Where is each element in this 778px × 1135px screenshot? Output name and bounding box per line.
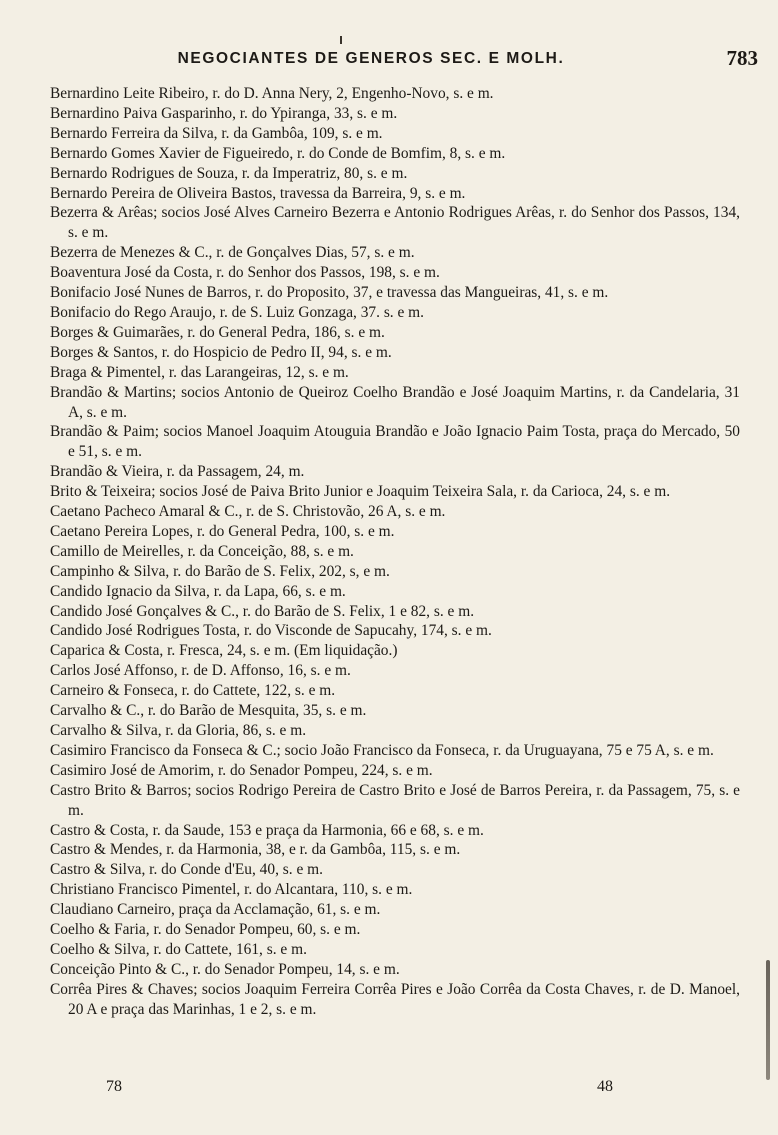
list-item: Bernardino Leite Ribeiro, r. do D. Anna Nery, 2, Engenho-Novo, s. e m. bbox=[50, 85, 494, 102]
list-item: Caetano Pacheco Amaral & C., r. de S. Christovão, 26 A, s. e m. bbox=[50, 503, 446, 521]
list-item: Borges & Guimarães, r. do General Pedra, 186, s. e m. bbox=[50, 323, 385, 341]
footer-signature-left: 78 bbox=[106, 1078, 122, 1095]
list-item: Castro & Mendes, r. da Harmonia, 38, e r. da Gambôa, 115, s. e m. bbox=[50, 841, 461, 859]
list-item: Castro & Costa, r. da Saude, 153 e praça da Harmonia, 66 e 68, s. e m. bbox=[50, 821, 484, 839]
list-item: Brandão & Martins; socios Antonio de Queiroz Coelho Brandão e José Joaquim Martins, r. da Candelaria, 31 A, s. e m. bbox=[50, 383, 740, 421]
list-item: Braga & Pimentel, r. das Larangeiras, 12, s. e m. bbox=[50, 363, 349, 381]
list-item: Carneiro & Fonseca, r. do Cattete, 122, s. e m. bbox=[50, 682, 336, 700]
list-item: Boaventura José da Costa, r. do Senhor dos Passos, 198, s. e m. bbox=[50, 264, 440, 282]
page-number: 783 bbox=[726, 46, 758, 70]
list-item: Casimiro José de Amorim, r. do Senador Pompeu, 224, s. e m. bbox=[50, 761, 433, 779]
list-item: Christiano Francisco Pimentel, r. do Alcantara, 110, s. e m. bbox=[50, 881, 413, 899]
list-item: Bernardo Gomes Xavier de Figueiredo, r. do Conde de Bomfim, 8, s. e m. bbox=[50, 144, 506, 162]
list-item: Claudiano Carneiro, praça da Acclamação, 61, s. e m. bbox=[50, 901, 381, 919]
list-item: Bernardo Rodrigues de Souza, r. da Imperatriz, 80, s. e m. bbox=[50, 164, 408, 182]
binding-edge-mark bbox=[766, 960, 770, 1080]
list-item: Bezerra & Arêas; socios José Alves Carneiro Bezerra e Antonio Rodrigues Arêas, r. do Senhor dos Passos, 134, s. e m. bbox=[50, 204, 740, 242]
list-item: Carvalho & Silva, r. da Gloria, 86, s. e m. bbox=[50, 722, 307, 739]
list-item: Camillo de Meirelles, r. da Conceição, 88, s. e m. bbox=[50, 542, 354, 560]
list-item: Bezerra de Menezes & C., r. de Gonçalves Dias, 57, s. e m. bbox=[50, 244, 415, 262]
list-item: Caetano Pereira Lopes, r. do General Pedra, 100, s. e m. bbox=[50, 522, 395, 540]
print-mark bbox=[340, 36, 342, 44]
list-item: Bernardino Paiva Gasparinho, r. do Ypiranga, 33, s. e m. bbox=[50, 104, 398, 122]
list-item: Borges & Santos, r. do Hospicio de Pedro II, 94, s. e m. bbox=[50, 343, 392, 361]
list-item: Carlos José Affonso, r. de D. Affonso, 16, s. e m. bbox=[50, 662, 351, 680]
list-item: Brandão & Paim; socios Manoel Joaquim Atouguia Brandão e João Ignacio Paim Tosta, praça do Mercado, 50 e 51, s. e m. bbox=[50, 423, 740, 461]
list-item: Castro & Silva, r. do Conde d'Eu, 40, s. e m. bbox=[50, 861, 323, 879]
list-item: Candido José Rodrigues Tosta, r. do Visconde de Sapucahy, 174, s. e m. bbox=[50, 622, 492, 640]
page-header-title: NEGOCIANTES DE GENEROS SEC. E MOLH. bbox=[177, 50, 565, 67]
list-item: Caparica & Costa, r. Fresca, 24, s. e m. (Em liquidação.) bbox=[50, 642, 398, 660]
list-item: Carvalho & C., r. do Barão de Mesquita, 35, s. e m. bbox=[50, 702, 367, 720]
list-item: Corrêa Pires & Chaves; socios Joaquim Ferreira Corrêa Pires e João Corrêa da Costa Chaves, r. de D. Manoel, 20 A e praça das Marinhas, 1 e 2, s. e m. bbox=[50, 980, 740, 1018]
list-item: Bernardo Pereira de Oliveira Bastos, travessa da Barreira, 9, s. e m. bbox=[50, 184, 466, 202]
list-item: Bernardo Ferreira da Silva, r. da Gambôa, 109, s. e m. bbox=[50, 124, 383, 142]
list-item: Campinho & Silva, r. do Barão de S. Felix, 202, s, e m. bbox=[50, 562, 390, 580]
list-item: Brandão & Vieira, r. da Passagem, 24, m. bbox=[50, 463, 305, 481]
entry-list bbox=[50, 84, 740, 1020]
list-item: Coelho & Faria, r. do Senador Pompeu, 60, s. e m. bbox=[50, 921, 361, 939]
list-item: Coelho & Silva, r. do Cattete, 161, s. e m. bbox=[50, 940, 307, 958]
list-item: Candido José Gonçalves & C., r. do Barão de S. Felix, 1 e 82, s. e m. bbox=[50, 602, 475, 620]
list-item: Casimiro Francisco da Fonseca & C.; socio João Francisco da Fonseca, r. da Uruguayana, 75 e 75 A, s. e m. bbox=[50, 741, 714, 759]
list-item: Castro Brito & Barros; socios Rodrigo Pereira de Castro Brito e José de Barros Pereira, r. da Passagem, 75, s. e m. bbox=[50, 781, 740, 819]
list-item: Brito & Teixeira; socios José de Paiva Brito Junior e Joaquim Teixeira Sala, r. da Carioca, 24, s. e m. bbox=[50, 483, 671, 501]
list-item: Candido Ignacio da Silva, r. da Lapa, 66, s. e m. bbox=[50, 582, 346, 600]
footer-signature-right: 48 bbox=[597, 1078, 613, 1095]
list-item: Conceição Pinto & C., r. do Senador Pompeu, 14, s. e m. bbox=[50, 960, 400, 978]
list-item: Bonifacio José Nunes de Barros, r. do Proposito, 37, e travessa das Mangueiras, 41, s. e m. bbox=[50, 284, 609, 302]
list-item: Bonifacio do Rego Araujo, r. de S. Luiz Gonzaga, 37. s. e m. bbox=[50, 303, 425, 321]
